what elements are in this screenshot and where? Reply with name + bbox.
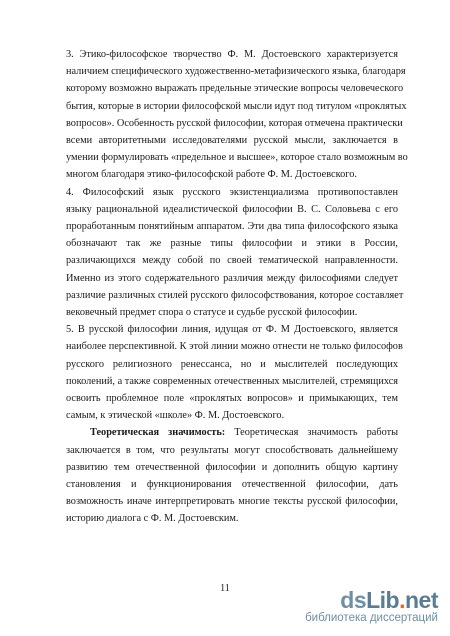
text-line: языку рациональной идеалистической философии В. С. Соловьева с его	[66, 203, 398, 215]
text-line: 3. Этико-философское творчество Ф. М. Достоевского характеризуется	[66, 49, 398, 60]
text-line: умении формулировать «предельное и высшее», которое стало возможным во	[66, 152, 408, 164]
text-line: становления и функционирования отечественной философии, дать	[66, 479, 398, 491]
text-line: наиболее перспективной. К этой линии можно отнести не только философов	[66, 341, 403, 353]
text-line: различающихся между собой по своей тематической направленности.	[66, 255, 398, 267]
paragraph-significance	[66, 424, 398, 527]
page-number: 11	[220, 583, 230, 594]
text-line: поколений, а также современных отечественных мыслителей, стремящихся	[66, 375, 398, 387]
text-line: наличием специфического художественно-метафизического языка, благодаря	[66, 66, 406, 78]
text-line: всеми авторитетными исследователями русской мысли, заключается в	[66, 135, 398, 147]
text-line: обозначают так же разные типы философии и этики в России,	[66, 238, 398, 250]
watermark-tagline: библиотека диссертаций	[305, 612, 438, 624]
text-line: русского религиозного ренессанса, но и мыслителей последующих	[66, 358, 398, 370]
paragraph-5	[66, 321, 403, 424]
text-line: бытия, которые в истории философской мысли идут под титулом «проклятых	[66, 100, 407, 112]
logo-dot: .	[399, 587, 405, 613]
significance-first-line-text: Теоретическая значимость работы	[225, 427, 398, 439]
text-line: вековечный предмет спора о статусе и судьбе русской философии.	[66, 307, 358, 319]
logo-net: net	[405, 587, 438, 613]
dslib-watermark[interactable]	[288, 588, 438, 628]
significance-first-line	[66, 424, 398, 441]
paragraph-4	[66, 184, 404, 322]
text-line: заключается в том, что результаты могут способствовать дальнейшему	[66, 444, 398, 456]
text-line: вопросов». Особенность русской философии, которая отмечена практически	[66, 117, 403, 129]
text-line: многом благодаря этико-философской работе Ф. М. Достоевского.	[66, 169, 357, 181]
text-line: развитию тем отечественной философии и дополнить общую картину	[66, 461, 398, 473]
significance-heading: Теоретическая значимость:	[90, 427, 226, 439]
text-line: возможность иначе интерпретировать многие тексты русской философии,	[66, 496, 398, 508]
document-page	[66, 46, 408, 528]
text-line: 5. В русской философии линия, идущая от Ф. М Достоевского, является	[66, 324, 398, 336]
text-line: 4. Философский язык русского экзистенциализма противопоставлен	[66, 186, 398, 198]
text-line: историю диалога с Ф. М. Достоевским.	[66, 513, 239, 525]
text-line: освоить проблемное поле «проклятых вопросов» и примыкающих, тем	[66, 393, 398, 405]
logo-ds: ds	[340, 587, 367, 613]
text-line: проработанным понятийным аппаратом. Эти два типа философского языка	[66, 221, 398, 233]
paragraph-3	[66, 46, 408, 184]
text-line: различие различных стилей русского философствования, которое составляет	[66, 289, 404, 301]
text-line: самым, к этической «школе» Ф. М. Достоевского.	[66, 410, 285, 422]
text-line: которому возможно выражать предельные этические вопросы человеческого	[66, 83, 404, 95]
dslib-logo	[340, 588, 438, 612]
text-line: Именно из этого содержательного различия между философиями следует	[66, 272, 398, 284]
logo-lib: Lib	[366, 587, 400, 613]
